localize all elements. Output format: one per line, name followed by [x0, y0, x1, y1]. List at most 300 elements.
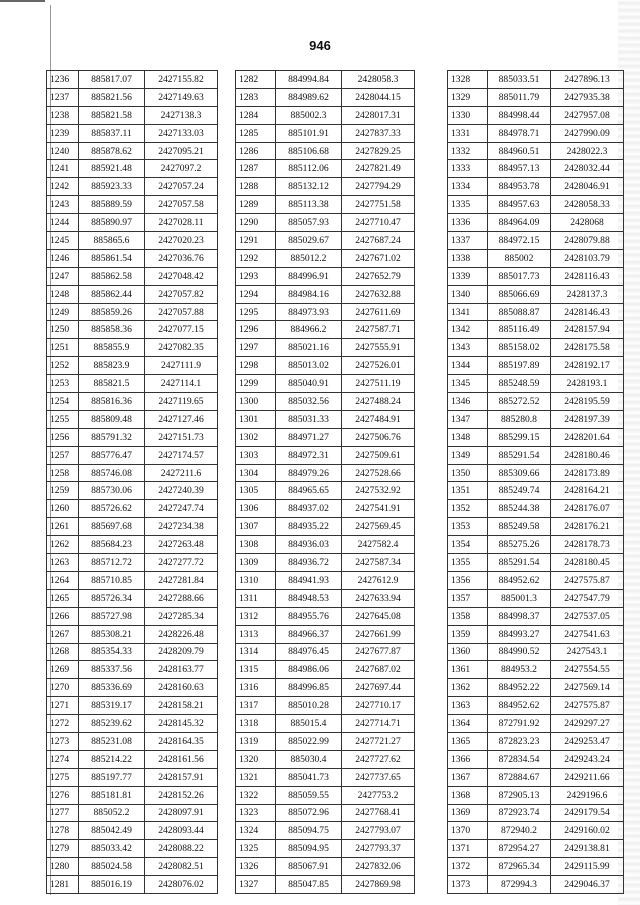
y-coordinate-cell: 2427727.62	[342, 750, 415, 768]
table-row	[448, 142, 624, 160]
table-row	[448, 768, 624, 786]
table-row	[236, 267, 415, 285]
point-number-cell: 1360	[448, 643, 488, 661]
y-coordinate-cell: 2427234.38	[145, 518, 218, 536]
x-coordinate-cell: 872994.3	[488, 876, 551, 894]
x-coordinate-cell: 885817.07	[79, 71, 145, 89]
point-number-cell: 1247	[47, 267, 79, 285]
x-coordinate-cell: 885016.19	[79, 876, 145, 894]
y-coordinate-cell: 2427528.66	[342, 464, 415, 482]
y-coordinate-cell: 2428197.39	[551, 410, 624, 428]
page-number: 946	[309, 38, 331, 53]
x-coordinate-cell: 872823.23	[488, 732, 551, 750]
point-number-cell: 1243	[47, 196, 79, 214]
point-number-cell: 1238	[47, 106, 79, 124]
table-row	[448, 679, 624, 697]
point-number-cell: 1265	[47, 589, 79, 607]
point-number-cell: 1373	[448, 876, 488, 894]
y-coordinate-cell: 2427057.82	[145, 285, 218, 303]
point-number-cell: 1327	[236, 876, 276, 894]
point-number-cell: 1300	[236, 393, 276, 411]
point-number-cell: 1284	[236, 106, 276, 124]
x-coordinate-cell: 885088.87	[488, 303, 551, 321]
point-number-cell: 1318	[236, 715, 276, 733]
point-number-cell: 1346	[448, 393, 488, 411]
point-number-cell: 1293	[236, 267, 276, 285]
point-number-cell: 1241	[47, 160, 79, 178]
point-number-cell: 1257	[47, 446, 79, 464]
x-coordinate-cell: 885249.58	[488, 518, 551, 536]
table-row	[448, 196, 624, 214]
y-coordinate-cell: 2427532.92	[342, 482, 415, 500]
point-number-cell: 1279	[47, 840, 79, 858]
point-number-cell: 1319	[236, 732, 276, 750]
x-coordinate-cell: 885821.58	[79, 106, 145, 124]
point-number-cell: 1338	[448, 249, 488, 267]
y-coordinate-cell: 2427687.24	[342, 232, 415, 250]
table-row	[236, 840, 415, 858]
y-coordinate-cell: 2427990.09	[551, 124, 624, 142]
point-number-cell: 1264	[47, 571, 79, 589]
table-row	[236, 124, 415, 142]
x-coordinate-cell: 884972.31	[276, 446, 342, 464]
x-coordinate-cell: 885244.38	[488, 500, 551, 518]
table-row	[448, 822, 624, 840]
table-row	[47, 607, 218, 625]
point-number-cell: 1332	[448, 142, 488, 160]
x-coordinate-cell: 884973.93	[276, 303, 342, 321]
y-coordinate-cell: 2428164.35	[145, 732, 218, 750]
table-row	[47, 249, 218, 267]
point-number-cell: 1331	[448, 124, 488, 142]
point-number-cell: 1320	[236, 750, 276, 768]
x-coordinate-cell: 884953.2	[488, 661, 551, 679]
y-coordinate-cell: 2427020.23	[145, 232, 218, 250]
table-row	[47, 428, 218, 446]
y-coordinate-cell: 2427277.72	[145, 554, 218, 572]
point-number-cell: 1253	[47, 375, 79, 393]
x-coordinate-cell: 885923.33	[79, 178, 145, 196]
x-coordinate-cell: 885862.58	[79, 267, 145, 285]
x-coordinate-cell: 884953.78	[488, 178, 551, 196]
x-coordinate-cell: 885248.59	[488, 375, 551, 393]
y-coordinate-cell: 2427155.82	[145, 71, 218, 89]
table-row	[448, 715, 624, 733]
x-coordinate-cell: 885116.49	[488, 321, 551, 339]
table-row	[448, 124, 624, 142]
y-coordinate-cell: 2427509.61	[342, 446, 415, 464]
table-row	[236, 804, 415, 822]
x-coordinate-cell: 885015.4	[276, 715, 342, 733]
table-row	[47, 518, 218, 536]
x-coordinate-cell: 885354.33	[79, 643, 145, 661]
x-coordinate-cell: 884941.93	[276, 571, 342, 589]
table-row	[47, 321, 218, 339]
point-number-cell: 1352	[448, 500, 488, 518]
x-coordinate-cell: 885889.59	[79, 196, 145, 214]
x-coordinate-cell: 884979.26	[276, 464, 342, 482]
x-coordinate-cell: 884984.16	[276, 285, 342, 303]
point-number-cell: 1336	[448, 214, 488, 232]
table-row	[236, 679, 415, 697]
y-coordinate-cell: 2428157.94	[551, 321, 624, 339]
point-number-cell: 1351	[448, 482, 488, 500]
point-number-cell: 1358	[448, 607, 488, 625]
y-coordinate-cell: 2429196.6	[551, 786, 624, 804]
point-number-cell: 1367	[448, 768, 488, 786]
y-coordinate-cell: 2428046.91	[551, 178, 624, 196]
table-row	[47, 697, 218, 715]
x-coordinate-cell: 885823.9	[79, 357, 145, 375]
point-number-cell: 1254	[47, 393, 79, 411]
point-number-cell: 1334	[448, 178, 488, 196]
x-coordinate-cell: 885106.68	[276, 142, 342, 160]
x-coordinate-cell: 885214.22	[79, 750, 145, 768]
point-number-cell: 1282	[236, 71, 276, 89]
x-coordinate-cell: 885022.99	[276, 732, 342, 750]
point-number-cell: 1286	[236, 142, 276, 160]
x-coordinate-cell: 885021.16	[276, 339, 342, 357]
table-row	[236, 876, 415, 894]
point-number-cell: 1369	[448, 804, 488, 822]
table-row	[47, 88, 218, 106]
x-coordinate-cell: 872965.34	[488, 858, 551, 876]
y-coordinate-cell: 2428209.79	[145, 643, 218, 661]
point-number-cell: 1273	[47, 732, 79, 750]
table-row	[448, 482, 624, 500]
point-number-cell: 1252	[47, 357, 79, 375]
x-coordinate-cell: 885776.47	[79, 446, 145, 464]
table-row	[236, 715, 415, 733]
y-coordinate-cell: 2427575.87	[551, 571, 624, 589]
x-coordinate-cell: 885042.49	[79, 822, 145, 840]
table-row	[47, 732, 218, 750]
y-coordinate-cell: 2428193.1	[551, 375, 624, 393]
x-coordinate-cell: 885011.79	[488, 88, 551, 106]
y-coordinate-cell: 2427057.88	[145, 303, 218, 321]
y-coordinate-cell: 2427048.42	[145, 267, 218, 285]
x-coordinate-cell: 884955.76	[276, 607, 342, 625]
x-coordinate-cell: 885308.21	[79, 625, 145, 643]
table-row	[448, 178, 624, 196]
y-coordinate-cell: 2428175.58	[551, 339, 624, 357]
y-coordinate-cell: 2428180.45	[551, 554, 624, 572]
y-coordinate-cell: 2427829.25	[342, 142, 415, 160]
point-number-cell: 1322	[236, 786, 276, 804]
table-row	[448, 661, 624, 679]
y-coordinate-cell: 2427285.34	[145, 607, 218, 625]
y-coordinate-cell: 2427587.34	[342, 554, 415, 572]
x-coordinate-cell: 885249.74	[488, 482, 551, 500]
y-coordinate-cell: 2428152.26	[145, 786, 218, 804]
y-coordinate-cell: 2427028.11	[145, 214, 218, 232]
table-row	[236, 464, 415, 482]
point-number-cell: 1311	[236, 589, 276, 607]
y-coordinate-cell: 2427097.2	[145, 160, 218, 178]
y-coordinate-cell: 2428192.17	[551, 357, 624, 375]
y-coordinate-cell: 2427582.4	[342, 536, 415, 554]
point-number-cell: 1272	[47, 715, 79, 733]
y-coordinate-cell: 2427119.65	[145, 393, 218, 411]
y-coordinate-cell: 2427569.45	[342, 518, 415, 536]
y-coordinate-cell: 2428097.91	[145, 804, 218, 822]
y-coordinate-cell: 2428076.02	[145, 876, 218, 894]
y-coordinate-cell: 2427645.08	[342, 607, 415, 625]
point-number-cell: 1366	[448, 750, 488, 768]
y-coordinate-cell: 2427793.07	[342, 822, 415, 840]
x-coordinate-cell: 884957.63	[488, 196, 551, 214]
point-number-cell: 1268	[47, 643, 79, 661]
x-coordinate-cell: 885336.69	[79, 679, 145, 697]
y-coordinate-cell: 2428158.21	[145, 697, 218, 715]
x-coordinate-cell: 885094.95	[276, 840, 342, 858]
x-coordinate-cell: 885181.81	[79, 786, 145, 804]
point-number-cell: 1239	[47, 124, 79, 142]
x-coordinate-cell: 884998.37	[488, 607, 551, 625]
point-number-cell: 1316	[236, 679, 276, 697]
point-number-cell: 1258	[47, 464, 79, 482]
point-number-cell: 1306	[236, 500, 276, 518]
point-number-cell: 1339	[448, 267, 488, 285]
point-number-cell: 1246	[47, 249, 79, 267]
point-number-cell: 1371	[448, 840, 488, 858]
table-row	[236, 697, 415, 715]
point-number-cell: 1292	[236, 249, 276, 267]
point-number-cell: 1353	[448, 518, 488, 536]
x-coordinate-cell: 885275.26	[488, 536, 551, 554]
y-coordinate-cell: 2428093.44	[145, 822, 218, 840]
point-number-cell: 1365	[448, 732, 488, 750]
point-number-cell: 1315	[236, 661, 276, 679]
x-coordinate-cell: 884989.62	[276, 88, 342, 106]
table-row	[448, 876, 624, 894]
point-number-cell: 1312	[236, 607, 276, 625]
point-number-cell: 1337	[448, 232, 488, 250]
table-row	[236, 732, 415, 750]
x-coordinate-cell: 885113.38	[276, 196, 342, 214]
table-row	[236, 446, 415, 464]
x-coordinate-cell: 885231.08	[79, 732, 145, 750]
point-number-cell: 1341	[448, 303, 488, 321]
x-coordinate-cell: 884936.03	[276, 536, 342, 554]
table-row	[236, 178, 415, 196]
y-coordinate-cell: 2428178.73	[551, 536, 624, 554]
y-coordinate-cell: 2428088.22	[145, 840, 218, 858]
table-row	[47, 393, 218, 411]
table-row	[47, 410, 218, 428]
y-coordinate-cell: 2427935.38	[551, 88, 624, 106]
point-number-cell: 1240	[47, 142, 79, 160]
x-coordinate-cell: 884990.52	[488, 643, 551, 661]
x-coordinate-cell: 884935.22	[276, 518, 342, 536]
table-row	[448, 589, 624, 607]
y-coordinate-cell: 2427111.9	[145, 357, 218, 375]
x-coordinate-cell: 885041.73	[276, 768, 342, 786]
x-coordinate-cell: 872940.2	[488, 822, 551, 840]
point-number-cell: 1328	[448, 71, 488, 89]
table-row	[47, 589, 218, 607]
y-coordinate-cell: 2428145.32	[145, 715, 218, 733]
table-row	[47, 160, 218, 178]
x-coordinate-cell: 885010.28	[276, 697, 342, 715]
table-row	[47, 571, 218, 589]
x-coordinate-cell: 885094.75	[276, 822, 342, 840]
point-number-cell: 1291	[236, 232, 276, 250]
table-row	[236, 482, 415, 500]
y-coordinate-cell: 2427240.39	[145, 482, 218, 500]
x-coordinate-cell: 885299.15	[488, 428, 551, 446]
table-row	[236, 661, 415, 679]
coordinate-table-2	[235, 70, 415, 894]
table-row	[448, 88, 624, 106]
point-number-cell: 1260	[47, 500, 79, 518]
table-row	[448, 446, 624, 464]
y-coordinate-cell: 2427821.49	[342, 160, 415, 178]
x-coordinate-cell: 885029.67	[276, 232, 342, 250]
point-number-cell: 1244	[47, 214, 79, 232]
x-coordinate-cell: 885072.96	[276, 804, 342, 822]
y-coordinate-cell: 2427710.47	[342, 214, 415, 232]
point-number-cell: 1267	[47, 625, 79, 643]
x-coordinate-cell: 884952.62	[488, 697, 551, 715]
point-number-cell: 1362	[448, 679, 488, 697]
point-number-cell: 1245	[47, 232, 79, 250]
point-number-cell: 1249	[47, 303, 79, 321]
point-number-cell: 1301	[236, 410, 276, 428]
y-coordinate-cell: 2427057.58	[145, 196, 218, 214]
y-coordinate-cell: 2427541.63	[551, 625, 624, 643]
table-row	[47, 446, 218, 464]
x-coordinate-cell: 885726.62	[79, 500, 145, 518]
x-coordinate-cell: 885047.85	[276, 876, 342, 894]
point-number-cell: 1359	[448, 625, 488, 643]
y-coordinate-cell: 2427633.94	[342, 589, 415, 607]
y-coordinate-cell: 2428176.07	[551, 500, 624, 518]
point-number-cell: 1326	[236, 858, 276, 876]
table-row	[236, 106, 415, 124]
y-coordinate-cell: 2428082.51	[145, 858, 218, 876]
y-coordinate-cell: 2427547.79	[551, 589, 624, 607]
x-coordinate-cell: 884998.44	[488, 106, 551, 124]
table-row	[448, 571, 624, 589]
x-coordinate-cell: 885001.3	[488, 589, 551, 607]
point-number-cell: 1285	[236, 124, 276, 142]
table-row	[47, 822, 218, 840]
point-number-cell: 1363	[448, 697, 488, 715]
x-coordinate-cell: 885291.54	[488, 554, 551, 572]
y-coordinate-cell: 2428137.3	[551, 285, 624, 303]
x-coordinate-cell: 885101.91	[276, 124, 342, 142]
table-row	[236, 285, 415, 303]
y-coordinate-cell: 2427174.57	[145, 446, 218, 464]
x-coordinate-cell: 885859.26	[79, 303, 145, 321]
x-coordinate-cell: 885013.02	[276, 357, 342, 375]
y-coordinate-cell: 2429115.99	[551, 858, 624, 876]
coordinate-table-1	[46, 70, 218, 894]
x-coordinate-cell: 885730.06	[79, 482, 145, 500]
point-number-cell: 1261	[47, 518, 79, 536]
point-number-cell: 1333	[448, 160, 488, 178]
point-number-cell: 1310	[236, 571, 276, 589]
y-coordinate-cell: 2428058.33	[551, 196, 624, 214]
table-row	[236, 249, 415, 267]
table-row	[236, 750, 415, 768]
table-row	[236, 375, 415, 393]
table-row	[236, 858, 415, 876]
table-row	[448, 518, 624, 536]
point-number-cell: 1335	[448, 196, 488, 214]
table-row	[448, 625, 624, 643]
point-number-cell: 1313	[236, 625, 276, 643]
y-coordinate-cell: 2428160.63	[145, 679, 218, 697]
y-coordinate-cell: 2427211.6	[145, 464, 218, 482]
table-row	[448, 536, 624, 554]
table-row	[236, 232, 415, 250]
point-number-cell: 1309	[236, 554, 276, 572]
x-coordinate-cell: 885697.68	[79, 518, 145, 536]
point-number-cell: 1251	[47, 339, 79, 357]
table-row	[236, 500, 415, 518]
point-number-cell: 1321	[236, 768, 276, 786]
point-number-cell: 1355	[448, 554, 488, 572]
point-number-cell: 1340	[448, 285, 488, 303]
x-coordinate-cell: 885809.48	[79, 410, 145, 428]
x-coordinate-cell: 885858.36	[79, 321, 145, 339]
table-row	[47, 804, 218, 822]
x-coordinate-cell: 885291.54	[488, 446, 551, 464]
table-row	[448, 285, 624, 303]
point-number-cell: 1275	[47, 768, 79, 786]
y-coordinate-cell: 2427263.48	[145, 536, 218, 554]
y-coordinate-cell: 2427687.02	[342, 661, 415, 679]
y-coordinate-cell: 2429297.27	[551, 715, 624, 733]
point-number-cell: 1281	[47, 876, 79, 894]
x-coordinate-cell: 885158.02	[488, 339, 551, 357]
point-number-cell: 1248	[47, 285, 79, 303]
x-coordinate-cell: 885066.69	[488, 285, 551, 303]
point-number-cell: 1347	[448, 410, 488, 428]
x-coordinate-cell: 885791.32	[79, 428, 145, 446]
y-coordinate-cell: 2428079.88	[551, 232, 624, 250]
point-number-cell: 1364	[448, 715, 488, 733]
table-row	[236, 142, 415, 160]
point-number-cell: 1314	[236, 643, 276, 661]
y-coordinate-cell: 2427671.02	[342, 249, 415, 267]
y-coordinate-cell: 2428226.48	[145, 625, 218, 643]
point-number-cell: 1294	[236, 285, 276, 303]
table-row	[47, 357, 218, 375]
x-coordinate-cell: 885040.91	[276, 375, 342, 393]
point-number-cell: 1269	[47, 661, 79, 679]
y-coordinate-cell: 2427751.58	[342, 196, 415, 214]
table-row	[448, 804, 624, 822]
point-number-cell: 1278	[47, 822, 79, 840]
point-number-cell: 1280	[47, 858, 79, 876]
point-number-cell: 1329	[448, 88, 488, 106]
point-number-cell: 1295	[236, 303, 276, 321]
y-coordinate-cell: 2428058.3	[342, 71, 415, 89]
y-coordinate-cell: 2427714.71	[342, 715, 415, 733]
table-row	[47, 339, 218, 357]
y-coordinate-cell: 2427957.08	[551, 106, 624, 124]
y-coordinate-cell: 2427484.91	[342, 410, 415, 428]
point-number-cell: 1287	[236, 160, 276, 178]
y-coordinate-cell: 2427753.2	[342, 786, 415, 804]
point-number-cell: 1297	[236, 339, 276, 357]
table-row	[47, 482, 218, 500]
table-row	[47, 750, 218, 768]
point-number-cell: 1372	[448, 858, 488, 876]
